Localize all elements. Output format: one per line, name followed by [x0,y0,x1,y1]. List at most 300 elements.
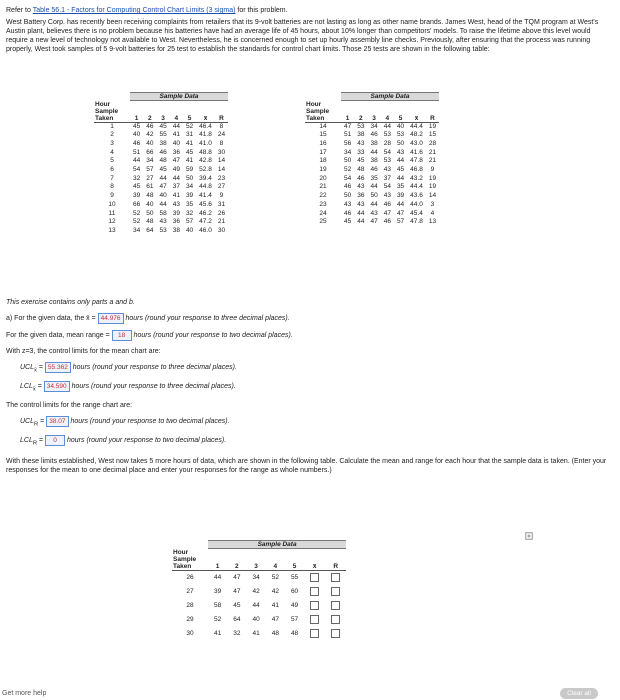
problem-paragraph: West Battery Corp. has recently been receiving complaints from retailers that its 9-volt batteries are not lasting as long as other name brands. James West, head of the TQM program at West's Austin plant, believes there is no problem because his batteries have had an average life of 45 hours, about 10% longer than competitors' models. To raise the lifetime above this level would require a new level of technology not available to West. Nevertheless, he is concerned enough to set up hourly assembly line checks. Previously, after ensuring that the process was running properly, West took samples of 5 9-volt batteries for 25 test to establish the standards for control chart limits. Those 25 tests are shown in the following table: [6,19,599,53]
table-row [305,183,439,192]
column-header: Hour Sample Taken [305,101,341,123]
hour-cell: 28 [186,601,194,609]
value-cell: 34 [185,183,194,191]
mean-answer-box[interactable] [310,587,319,596]
value-cell: 54 [383,148,391,156]
answer-cell [304,585,325,599]
value-cell: 45 [185,148,194,156]
value-cell: 46.2 [199,209,212,217]
table-row [305,210,439,219]
range-chart-line: The control limits for the range chart are: [6,401,133,409]
value-cell: 50 [344,192,352,200]
value-cell: 39 [396,192,405,200]
value-cell: 58 [159,209,167,217]
hour-cell: 4 [110,148,114,156]
value-cell: 45 [133,183,141,191]
value-cell: 52 [214,615,222,623]
hour-cell: 7 [110,174,114,182]
mean-answer-box[interactable] [310,573,319,582]
exercise-note: This exercise contains only parts a and b. [6,299,135,306]
column-header: 3 [246,549,265,571]
value-cell: 45.6 [199,200,212,208]
value-cell: 60 [290,587,299,595]
value-cell: 57 [396,218,405,226]
clear-all-button[interactable]: Clear all [560,688,598,699]
value-cell: 44 [396,174,405,182]
value-cell: 52 [133,218,141,226]
value-cell: 35 [185,200,194,208]
column-header: 4 [266,549,285,571]
value-cell: 43 [172,200,180,208]
value-cell: 31 [185,131,194,139]
value-cell: 40 [159,192,167,200]
value-cell: 64 [233,615,241,623]
value-cell: 40 [146,200,154,208]
value-cell: 53 [383,131,391,139]
answer-cell [304,599,325,613]
value-cell: 41.4 [199,192,212,200]
answer-cell [325,627,346,641]
value-cell: 46.0 [199,226,212,234]
value-cell: 41 [172,192,180,200]
value-cell: 38 [159,139,167,147]
value-cell: 52 [271,573,279,581]
value-cell: 46 [146,122,154,130]
value-cell: 52 [344,166,352,174]
table-row [305,192,439,201]
table-row [305,201,439,210]
value-cell: 44.0 [410,200,423,208]
value-cell: 44 [383,122,391,130]
value-cell: 21 [428,148,437,156]
value-cell: 64 [146,226,154,234]
value-cell: 54 [383,183,391,191]
table-row [94,183,228,192]
value-cell: 48 [159,157,167,165]
value-cell: 52 [133,209,141,217]
value-cell: 59 [185,166,194,174]
value-cell: 48.8 [199,148,212,156]
value-cell: 40 [146,139,154,147]
value-cell: 43 [370,209,378,217]
value-cell: 52 [185,122,194,130]
value-cell: 47.8 [410,218,423,226]
column-header: 2 [143,101,156,123]
value-cell: 28 [383,139,391,147]
value-cell: 40 [172,139,180,147]
hour-cell: 3 [110,139,114,147]
table-row [94,201,228,210]
value-cell: 53 [383,157,391,165]
value-cell: 38 [370,139,378,147]
value-cell: 14 [217,166,226,174]
range-answer-box[interactable] [331,615,340,624]
hour-cell: 21 [319,183,327,191]
value-cell: 34 [252,573,260,581]
value-cell: 27 [146,174,154,182]
hour-cell: 8 [110,183,114,191]
value-cell: 44 [172,122,180,130]
value-cell: 46 [159,148,167,156]
column-header: 5 [183,101,196,123]
value-cell: 45 [133,122,141,130]
hour-cell: 11 [108,209,116,217]
value-cell: 46 [133,139,141,147]
table-row [94,192,228,201]
value-cell: 34 [146,157,154,165]
value-cell: 47 [233,573,241,581]
value-cell: 37 [383,174,391,182]
value-cell: 39.4 [199,174,212,182]
hour-cell: 1 [110,122,114,130]
value-cell: 44 [370,183,378,191]
value-cell: 46 [370,131,378,139]
value-cell: 44 [214,573,222,581]
value-cell: 44 [133,157,141,165]
value-cell: 57 [290,615,299,623]
value-cell: 43 [344,200,352,208]
answer-cell [304,613,325,627]
answer-cell [325,599,346,613]
mean-answer-box[interactable] [310,615,319,624]
value-cell: 40 [396,122,405,130]
hour-cell: 25 [319,218,327,226]
value-cell: 9 [219,192,224,200]
value-cell: 36 [172,148,180,156]
value-cell: 44.8 [199,183,212,191]
value-cell: 37 [172,183,180,191]
hour-cell: 13 [108,226,116,234]
exercise-section: This exercise contains only parts a and b. a) For the given data, the x̄ = 44.976 hours (round your response to three decimal places). For the given data, mean range = 18 hours (round your response to two decimal places). With z=3, the control limits for the mean chart are: $UCL_{x̄} = 55.362$ hours (round your response to three decimal places). $LCL_{x̄} = 34.590$ hours (round your response to three decimal places). The control limits for the range chart are: $UCL_R = 38.07$ hours (round your response to two decimal places). $LCL_R = 0$ hours (round your response to two decimal places). With these limits established, West now takes 5 more hours of data, which are shown in the following table. Calculate the mean and range for each hour that the sample data is taken. (Enter your responses for the mean to one decimal place and enter your responses for the range as whole numbers.) [6,298,614,475]
value-cell: 32 [133,174,141,182]
value-cell: 54 [133,166,141,174]
value-cell: 19 [428,122,437,130]
value-cell: 56 [344,139,352,147]
table-row [305,157,439,166]
lcl-x-input[interactable]: 34.590 [44,381,70,392]
value-cell: 45 [159,122,167,130]
mean-range-input[interactable]: 18 [112,330,132,341]
value-cell: 40 [133,131,141,139]
value-cell: 48 [146,218,154,226]
value-cell: 51 [344,131,352,139]
value-cell: 3 [430,200,435,208]
value-cell: 54 [344,174,352,182]
value-cell: 49 [172,166,180,174]
value-cell: 35 [396,183,405,191]
value-cell: 47.2 [199,218,212,226]
value-cell: 41 [214,629,222,637]
value-cell: 44 [252,601,260,609]
value-cell: 53 [159,226,167,234]
get-more-help-link[interactable]: Get more help [2,690,47,697]
value-cell: 49 [290,601,299,609]
value-cell: 40 [252,615,260,623]
column-header: x̄ [304,549,325,571]
lcl-x-label: LCL [20,383,33,391]
intro-lead: Refer to [6,7,31,14]
z-line: With z=3, the control limits for the mean chart are: [6,348,161,355]
value-cell: 45 [396,166,405,174]
value-cell: 34 [344,148,352,156]
value-cell: 42.8 [199,157,212,165]
value-cell: 43 [159,218,167,226]
mean-answer-box[interactable] [310,601,319,610]
table-row [94,227,228,236]
value-cell: 47 [370,218,378,226]
value-cell: 44 [370,148,378,156]
ucl-r-input[interactable]: 38.07 [46,416,68,427]
column-header: 2 [354,101,367,123]
column-header: R [325,549,346,571]
lcl-r-label: LCL [20,437,33,445]
value-cell: 47.8 [410,157,423,165]
value-cell: 39 [172,209,180,217]
value-cell: 57 [185,218,194,226]
hour-cell: 15 [319,131,327,139]
hour-cell: 22 [319,192,327,200]
hour-cell: 2 [110,131,114,139]
value-cell: 44 [357,218,365,226]
value-cell: 26 [217,209,226,217]
value-cell: 27 [217,183,226,191]
answer-cell [325,613,346,627]
table-row [94,210,228,219]
column-header: 4 [170,101,183,123]
value-cell: 53 [396,131,405,139]
value-cell: 47 [271,615,279,623]
part-b-text: With these limits established, West now takes 5 more hours of data, which are shown in the following table. Calculate the mean and range for each hour that the sample data is taken. (Enter your responses for the mean to one decimal place and enter your responses for the range as whole numbers.) [6,457,607,474]
value-cell: 43 [357,183,365,191]
column-header: 1 [130,101,143,123]
table-row [94,122,228,131]
ucl-r-suffix: hours (round your response to two decimal places). [70,417,230,425]
value-cell: 51 [133,148,141,156]
answer-cell [325,585,346,599]
mean-answer-box[interactable] [310,629,319,638]
value-cell: 55 [290,573,299,581]
value-cell: 50 [396,139,405,147]
value-cell: 41 [271,601,279,609]
value-cell: 30 [217,148,226,156]
hour-cell: 16 [319,139,327,147]
value-cell: 48.2 [410,131,423,139]
value-cell: 48 [357,166,365,174]
value-cell: 39 [133,192,141,200]
value-cell: 50 [146,209,154,217]
hour-cell: 30 [186,629,194,637]
value-cell: 23 [217,174,226,182]
value-cell: 48 [271,629,279,637]
value-cell: 50 [185,174,194,182]
hour-cell: 9 [110,192,114,200]
value-cell: 48 [290,629,299,637]
value-cell: 36 [357,192,365,200]
value-cell: 45 [344,218,352,226]
value-cell: 57 [146,166,154,174]
value-cell: 50 [370,192,378,200]
value-cell: 46 [344,183,352,191]
value-cell: 34 [133,226,141,234]
table-title: Sample Data [130,93,228,101]
value-cell: 13 [428,218,437,226]
table-row [305,149,439,158]
range-prefix: For the given data, mean range = [6,332,110,339]
value-cell: 47 [159,183,167,191]
table-row [172,599,346,613]
value-cell: 32 [185,209,194,217]
column-header: 5 [285,549,304,571]
value-cell: 38 [172,226,180,234]
ucl-x-input[interactable]: 55.362 [45,362,71,373]
value-cell: 31 [217,200,226,208]
table-row [94,131,228,140]
table-row [94,140,228,149]
column-header: x̄ [407,101,426,123]
answer-cell [304,570,325,585]
table-row [94,175,228,184]
value-cell: 40 [185,226,194,234]
value-cell: 38 [370,157,378,165]
ucl-r-label: UCL [20,417,35,425]
ucl-x-suffix: hours (round your response to three decimal places). [72,364,237,371]
value-cell: 44 [357,209,365,217]
value-cell: 46.8 [410,166,423,174]
hour-cell: 27 [186,587,194,595]
hour-cell: 10 [108,200,116,208]
table-row [305,122,439,131]
lcl-r-input[interactable]: 0 [45,435,65,446]
value-cell: 30 [217,226,226,234]
value-cell: 41 [185,157,194,165]
table-row [172,585,346,599]
column-header: 1 [208,549,227,571]
value-cell: 61 [146,183,154,191]
value-cell: 39 [214,587,222,595]
value-cell: 46 [370,166,378,174]
value-cell: 41.8 [199,131,212,139]
column-header: Hour Sample Taken [172,549,208,571]
value-cell: 41.0 [199,139,212,147]
new-sample-data-table [172,540,346,641]
value-cell: 46 [383,200,391,208]
value-cell: 53 [357,122,365,130]
column-header: Hour Sample Taken [94,101,130,123]
value-cell: 35 [370,174,378,182]
value-cell: 44 [159,174,167,182]
value-cell: 43.0 [410,139,423,147]
value-cell: 14 [428,192,437,200]
column-header: R [426,101,439,123]
value-cell: 43.2 [410,174,423,182]
range-answer-box[interactable] [331,629,340,638]
value-cell: 66 [146,148,154,156]
range-answer-box[interactable] [331,587,340,596]
value-cell: 46 [344,209,352,217]
hour-cell: 18 [319,157,327,165]
value-cell: 47 [396,209,405,217]
intro-tail: for this problem. [237,7,288,14]
range-answer-box[interactable] [331,573,340,582]
value-cell: 43 [383,192,391,200]
value-cell: 41.6 [410,148,423,156]
table-row [305,175,439,184]
value-cell: 66 [133,200,141,208]
hour-cell: 12 [108,218,116,226]
range-suffix: hours (round your response to two decimal places). [133,332,293,339]
table-row [305,218,439,227]
hour-cell: 6 [110,166,114,174]
value-cell: 47 [172,157,180,165]
range-answer-box[interactable] [331,601,340,610]
value-cell: 24 [217,131,226,139]
value-cell: 43 [357,139,365,147]
value-cell: 47 [383,209,391,217]
xbar-suffix: hours (round your response to three decimal places). [125,315,290,322]
sample-data-table-right [305,92,439,227]
value-cell: 15 [428,131,437,139]
value-cell: 46.4 [199,122,212,130]
answer-cell [325,570,346,585]
factor-table-link[interactable]: Table 56.1 - Factors for Computing Control Chart Limits (3 sigma) [32,7,236,14]
value-cell: 41 [172,131,180,139]
problem-intro [6,6,614,54]
column-header: 4 [381,101,394,123]
value-cell: 33 [357,148,365,156]
value-cell: 45 [233,601,241,609]
value-cell: 44 [159,200,167,208]
value-cell: 19 [428,174,437,182]
hour-cell: 24 [319,209,327,217]
value-cell: 28 [428,139,437,147]
value-cell: 44 [370,200,378,208]
value-cell: 44.4 [410,122,423,130]
value-cell: 45 [159,166,167,174]
value-cell: 45 [357,157,365,165]
lcl-x-suffix: hours (round your response to three decimal places). [71,383,236,391]
value-cell: 34 [370,122,378,130]
table-row [305,166,439,175]
ucl-x-label: UCL [20,364,35,371]
xbar-answer-input[interactable]: 44.976 [98,313,124,324]
value-cell: 46 [357,174,365,182]
value-cell: 43 [357,200,365,208]
value-cell: 43.6 [410,192,423,200]
table-row [94,149,228,158]
table-row [94,218,228,227]
expand-icon[interactable] [525,532,533,542]
column-header: 1 [341,101,354,123]
table-row [305,140,439,149]
value-cell: 41 [185,139,194,147]
column-header: 3 [156,101,169,123]
value-cell: 32 [233,629,241,637]
value-cell: 21 [428,157,437,165]
value-cell: 44.4 [410,183,423,191]
answer-cell [304,627,325,641]
value-cell: 21 [217,218,226,226]
value-cell: 8 [219,122,224,130]
value-cell: 9 [430,166,435,174]
value-cell: 47 [344,122,352,130]
table-row [94,166,228,175]
value-cell: 38 [357,131,365,139]
value-cell: 44 [396,200,405,208]
value-cell: 42 [252,587,260,595]
value-cell: 41 [252,629,260,637]
value-cell: 8 [219,139,224,147]
table-row [94,157,228,166]
